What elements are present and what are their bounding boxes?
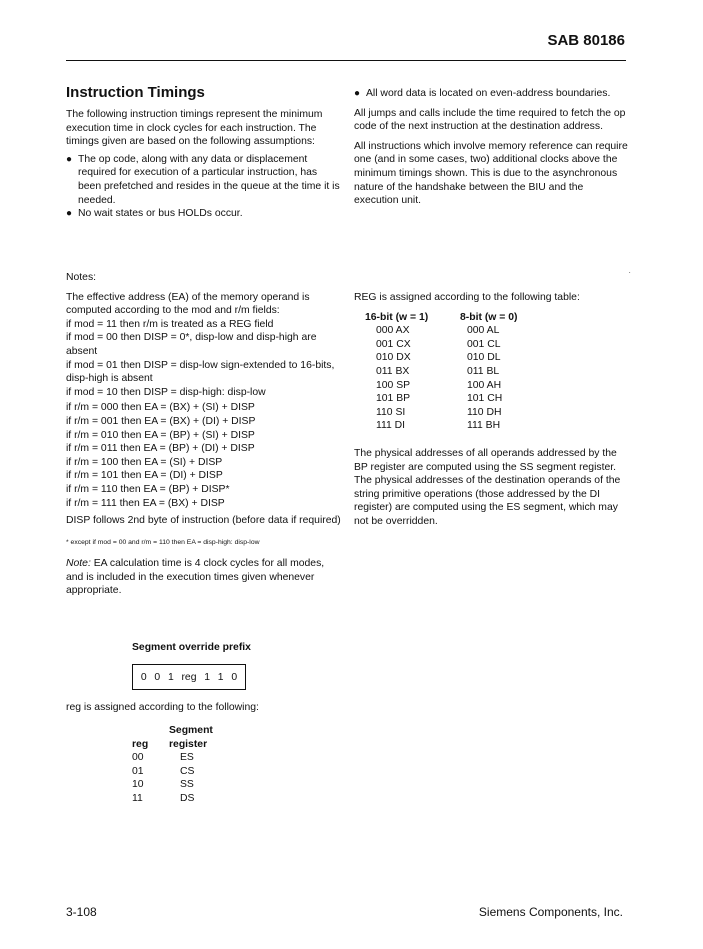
ea-note <box>66 557 342 598</box>
assumption-item <box>66 207 342 221</box>
prefix-bit: reg <box>181 671 197 683</box>
rm-line: if r/m = 000 then EA = (BX) + (SI) + DISP <box>66 402 255 414</box>
reg-code: 01 <box>132 765 144 777</box>
reg8: 111 BH <box>467 420 501 432</box>
segment-table <box>132 724 213 751</box>
physical-address-note: The physical addresses of all operands addressed by the BP register are computed using the SS segment register. The physical addresses of the destination operands of the string primitive operations (those addressed by the DI register) are computed using the ES segment, which may not be overridden. <box>354 447 621 527</box>
reg8: 000 AL <box>467 325 500 337</box>
reg8: 101 CH <box>467 393 503 405</box>
rm-line: if r/m = 111 then EA = (BX) + DISP <box>66 497 225 509</box>
reg-row <box>376 351 630 365</box>
mod-line: if mod = 00 then DISP = 0*, disp-low and disp-high are absent <box>66 332 317 357</box>
head-16bit: 16-bit (w = 1) <box>365 311 429 323</box>
reg16: 100 SP <box>376 379 411 391</box>
segment-row <box>132 778 194 792</box>
reg8: 011 BL <box>467 365 500 377</box>
footnote: * except if mod = 00 and r/m = 110 then EA = disp-high: disp-low <box>66 538 260 546</box>
mod-line: if mod = 01 then DISP = disp-low sign-extended to 16-bits, disp-high is absent <box>66 359 335 385</box>
reg8: 001 CL <box>467 338 501 350</box>
bullet-icon: ● <box>354 88 361 99</box>
reg16: 000 AX <box>376 325 410 337</box>
section-heading: Instruction Timings <box>66 84 205 101</box>
timings-intro: The following instruction timings represent the minimum execution time in clock cycles for each instruction. The timings given are based on the following assumptions: <box>66 109 323 148</box>
segment-row <box>132 751 194 765</box>
bullet-icon: ● <box>66 153 73 165</box>
reg16: 110 SI <box>376 406 406 418</box>
rm-line: if r/m = 001 then EA = (BX) + (DI) + DISP <box>66 415 256 427</box>
mod-line: if mod = 10 then DISP = disp-high: disp-low <box>66 386 266 398</box>
reg-code: 10 <box>132 779 144 791</box>
assumption-text: All word data is located on even-address boundaries. <box>366 88 611 99</box>
segment-title: Segment override prefix <box>132 642 251 653</box>
bullet-icon: ● <box>66 208 73 220</box>
head-8bit: 8-bit (w = 0) <box>460 311 518 323</box>
ea-note-label: Note: <box>66 558 91 570</box>
ea-note-text: EA calculation time is 4 clock cycles for all modes, and is included in the execution times given whenever appropriate. <box>66 558 325 597</box>
segment-row <box>132 792 194 806</box>
reg16: 010 DX <box>376 352 411 364</box>
reg-row <box>376 406 630 420</box>
reg-row <box>376 338 630 352</box>
reg-table-rows <box>354 324 630 433</box>
reg8: 110 DH <box>467 406 502 418</box>
reg-code: 11 <box>132 792 143 804</box>
company-name: Siemens Components, Inc. <box>478 905 623 919</box>
seg-name: DS <box>180 792 195 804</box>
assumption-text: No wait states or bus HOLDs occur. <box>78 208 243 220</box>
seg-name: ES <box>180 752 194 763</box>
seg-name: SS <box>180 779 194 791</box>
ea-intro: The effective address (EA) of the memory operand is computed according to the mod and r/m fields: <box>66 291 310 317</box>
reg-row <box>376 365 630 379</box>
segment-row <box>132 765 194 779</box>
reg16: 111 DI <box>376 420 406 432</box>
reg16: 101 BP <box>376 393 411 405</box>
jumps-paragraph: All jumps and calls include the time required to fetch the op code of the next instruction at the destination address. <box>354 107 626 133</box>
assumption-item <box>354 87 630 101</box>
mod-line: if mod = 11 then r/m is treated as a REG field <box>66 318 274 330</box>
notes-label: Notes: <box>66 272 97 283</box>
prefix-bit: 1 <box>167 671 174 683</box>
rm-line: if r/m = 110 then EA = (BP) + DISP* <box>66 483 230 495</box>
reg-row <box>376 379 630 393</box>
assumption-text: The op code, along with any data or displacement required for execution of a particular instruction, has been prefetched and resides in the queue at the time it is needed. <box>78 153 340 206</box>
header-title: SAB 80186 <box>547 32 625 49</box>
header-rule <box>66 60 626 61</box>
reg-intro: REG is assigned according to the following table: <box>354 292 580 303</box>
reg8: 010 DL <box>467 352 501 364</box>
prefix-bit: 1 <box>204 671 211 683</box>
prefix-bit: 0 <box>140 671 147 683</box>
assumption-item <box>66 153 342 207</box>
prefix-bit: 1 <box>217 671 224 683</box>
rm-line: if r/m = 011 then EA = (BP) + (DI) + DISP <box>66 443 255 455</box>
col-reg-head: reg <box>132 738 149 750</box>
reg-table-block <box>354 291 630 529</box>
segment-assign-text: reg is assigned according to the following: <box>66 702 259 713</box>
reg16: 011 BX <box>376 365 410 377</box>
reg8: 100 AH <box>467 379 502 391</box>
segment-col-head: Segment <box>169 725 213 736</box>
edge-mark: · <box>628 268 631 277</box>
reg-row <box>376 324 630 338</box>
segment-rows <box>132 751 194 805</box>
timings-left-column <box>66 108 342 221</box>
disp-note: DISP follows 2nd byte of instruction (before data if required) <box>66 515 341 527</box>
prefix-bit: 0 <box>154 671 161 683</box>
reg16: 001 CX <box>376 338 411 350</box>
reg-code: 00 <box>132 752 144 763</box>
rm-line: if r/m = 100 then EA = (SI) + DISP <box>66 456 223 468</box>
rm-line: if r/m = 101 then EA = (DI) + DISP <box>66 470 223 482</box>
notes-block <box>66 271 342 598</box>
page-number: 3-108 <box>66 905 97 919</box>
prefix-bit: 0 <box>231 671 238 683</box>
col-register-head: register <box>169 738 208 750</box>
memory-paragraph: All instructions which involve memory reference can require one (and in some cases, two) additional clocks above the minimum timings shown. This is due to the asynchronous nature of the handshake between the BIU and the execution unit. <box>354 140 628 207</box>
reg-row <box>376 419 630 433</box>
rm-line: if r/m = 010 then EA = (BP) + (SI) + DISP <box>66 429 255 441</box>
timings-right-column <box>354 87 630 208</box>
rm-lines <box>66 401 342 510</box>
segment-prefix-box <box>132 664 246 690</box>
reg-row <box>376 392 630 406</box>
seg-name: CS <box>180 765 195 777</box>
reg-table-head <box>354 311 630 325</box>
